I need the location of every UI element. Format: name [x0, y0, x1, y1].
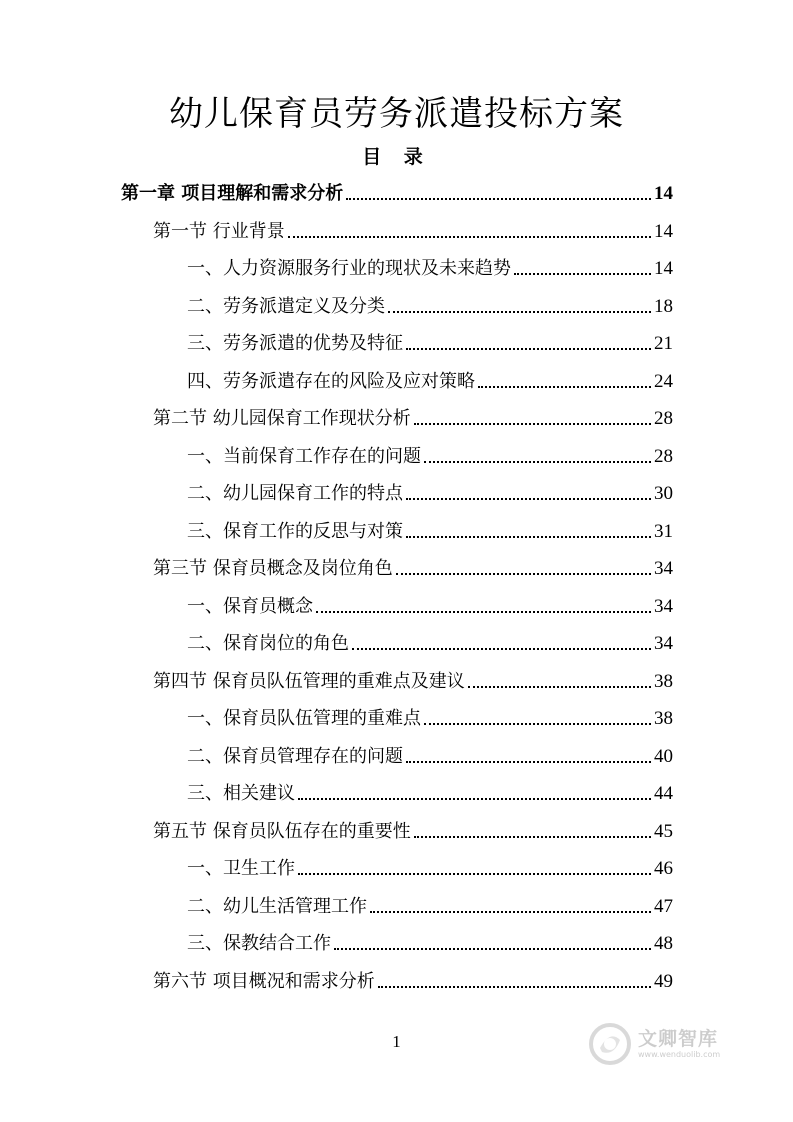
toc-entry-label: 二、保育员管理存在的问题 — [187, 745, 403, 767]
toc-dot-leader — [406, 761, 651, 763]
toc-entry-item[interactable] — [187, 739, 673, 769]
toc-entry-page: 48 — [654, 933, 673, 954]
toc-entry-page: 24 — [654, 370, 673, 392]
toc-dot-leader — [288, 236, 651, 238]
watermark — [588, 1022, 720, 1066]
toc-entry-item[interactable] — [187, 889, 673, 919]
toc-dot-leader — [406, 536, 651, 538]
toc-entry-label: 一、卫生工作 — [187, 858, 295, 879]
toc-entry-page: 14 — [654, 258, 673, 279]
toc-dot-leader — [424, 461, 651, 463]
toc-entry-page: 14 — [654, 183, 673, 204]
document-title: 幼儿保育员劳务派遣投标方案 — [169, 94, 624, 134]
toc-heading: 目 录 — [362, 146, 431, 168]
toc-dot-leader — [378, 986, 651, 988]
toc-entry-label: 一、人力资源服务行业的现状及未来趋势 — [187, 258, 511, 279]
toc-entry-page: 38 — [654, 708, 673, 729]
toc-entry-page: 28 — [654, 445, 673, 467]
toc-entry-item[interactable] — [187, 589, 673, 619]
toc-entry-page: 34 — [654, 633, 673, 654]
toc-entry-label: 第三节 保育员概念及岗位角色 — [153, 558, 393, 579]
toc-entry-page: 47 — [654, 895, 673, 917]
toc-dot-leader — [406, 348, 651, 350]
toc-dot-leader — [414, 836, 651, 838]
toc-entry-item[interactable] — [187, 851, 673, 881]
toc-entry-page: 30 — [654, 483, 673, 504]
toc-entry-label: 第一节 行业背景 — [153, 220, 285, 242]
toc-entry-item[interactable] — [187, 251, 673, 281]
toc-dot-leader — [370, 911, 651, 913]
toc-dot-leader — [388, 311, 651, 313]
toc-entry-label: 二、保育岗位的角色 — [187, 633, 349, 654]
wenku-logo-icon — [588, 1022, 632, 1066]
toc-entry-item[interactable] — [187, 626, 673, 656]
toc-entry-section[interactable] — [153, 401, 673, 431]
toc-entry-section[interactable] — [153, 964, 673, 994]
toc-entry-label: 三、相关建议 — [187, 783, 295, 804]
toc-entry-page: 45 — [654, 820, 673, 842]
toc-entry-label: 二、幼儿园保育工作的特点 — [187, 483, 403, 504]
toc-entry-page: 46 — [654, 858, 673, 879]
toc-entry-label: 三、保教结合工作 — [187, 933, 331, 954]
toc-entry-label: 二、幼儿生活管理工作 — [187, 895, 367, 917]
toc-dot-leader — [414, 423, 651, 425]
toc-entry-label: 三、劳务派遣的优势及特征 — [187, 333, 403, 354]
toc-entry-page: 44 — [654, 783, 673, 804]
toc-entry-label: 四、劳务派遣存在的风险及应对策略 — [187, 370, 475, 392]
toc-entry-label: 第一章 项目理解和需求分析 — [121, 183, 344, 204]
toc-dot-leader — [334, 948, 651, 950]
toc-entry-item[interactable] — [187, 364, 673, 394]
toc-entry-label: 一、保育员概念 — [187, 595, 313, 617]
toc-entry-page: 28 — [654, 408, 673, 429]
toc-entry-item[interactable] — [187, 476, 673, 506]
toc-entry-section[interactable] — [153, 214, 673, 244]
toc-entry-section[interactable] — [153, 814, 673, 844]
toc-dot-leader — [424, 723, 651, 725]
toc-entry-page: 49 — [654, 970, 673, 992]
toc-entry-page: 21 — [654, 333, 673, 354]
toc-dot-leader — [346, 198, 651, 200]
toc-dot-leader — [468, 686, 651, 688]
toc-entry-page: 38 — [654, 670, 673, 692]
toc-entry-page: 14 — [654, 220, 673, 242]
toc-entry-chapter[interactable] — [121, 176, 673, 206]
toc-entry-item[interactable] — [187, 326, 673, 356]
toc-dot-leader — [514, 273, 651, 275]
toc-dot-leader — [352, 648, 651, 650]
toc-entry-item[interactable] — [187, 439, 673, 469]
toc-entry-item[interactable] — [187, 776, 673, 806]
toc-entry-label: 第五节 保育员队伍存在的重要性 — [153, 820, 411, 842]
toc-entry-item[interactable] — [187, 926, 673, 956]
watermark-url: www.wenduolib.com — [638, 1050, 721, 1059]
toc-entry-label: 第二节 幼儿园保育工作现状分析 — [153, 408, 411, 429]
toc-entry-label: 一、当前保育工作存在的问题 — [187, 445, 421, 467]
toc-dot-leader — [298, 798, 651, 800]
toc-entry-page: 34 — [654, 595, 673, 617]
toc-entry-item[interactable] — [187, 289, 673, 319]
toc-entry-label: 三、保育工作的反思与对策 — [187, 520, 403, 542]
toc-entry-page: 40 — [654, 745, 673, 767]
toc-dot-leader — [478, 386, 651, 388]
toc-dot-leader — [316, 611, 651, 613]
toc-entry-label: 第四节 保育员队伍管理的重难点及建议 — [153, 670, 465, 692]
toc-entry-page: 31 — [654, 520, 673, 542]
toc-dot-leader — [406, 498, 651, 500]
toc-entry-section[interactable] — [153, 551, 673, 581]
toc-entry-item[interactable] — [187, 514, 673, 544]
toc-entry-page: 18 — [654, 295, 673, 317]
toc-entry-page: 34 — [654, 558, 673, 579]
page-number: 1 — [392, 1032, 401, 1051]
toc-entry-item[interactable] — [187, 701, 673, 731]
toc-entry-label: 二、劳务派遣定义及分类 — [187, 295, 385, 317]
toc-dot-leader — [298, 873, 651, 875]
toc-entry-section[interactable] — [153, 664, 673, 694]
toc-entry-label: 第六节 项目概况和需求分析 — [153, 970, 375, 992]
toc-dot-leader — [396, 573, 651, 575]
watermark-name: 文卿智库 — [638, 1028, 719, 1050]
toc-entry-label: 一、保育员队伍管理的重难点 — [187, 708, 421, 729]
